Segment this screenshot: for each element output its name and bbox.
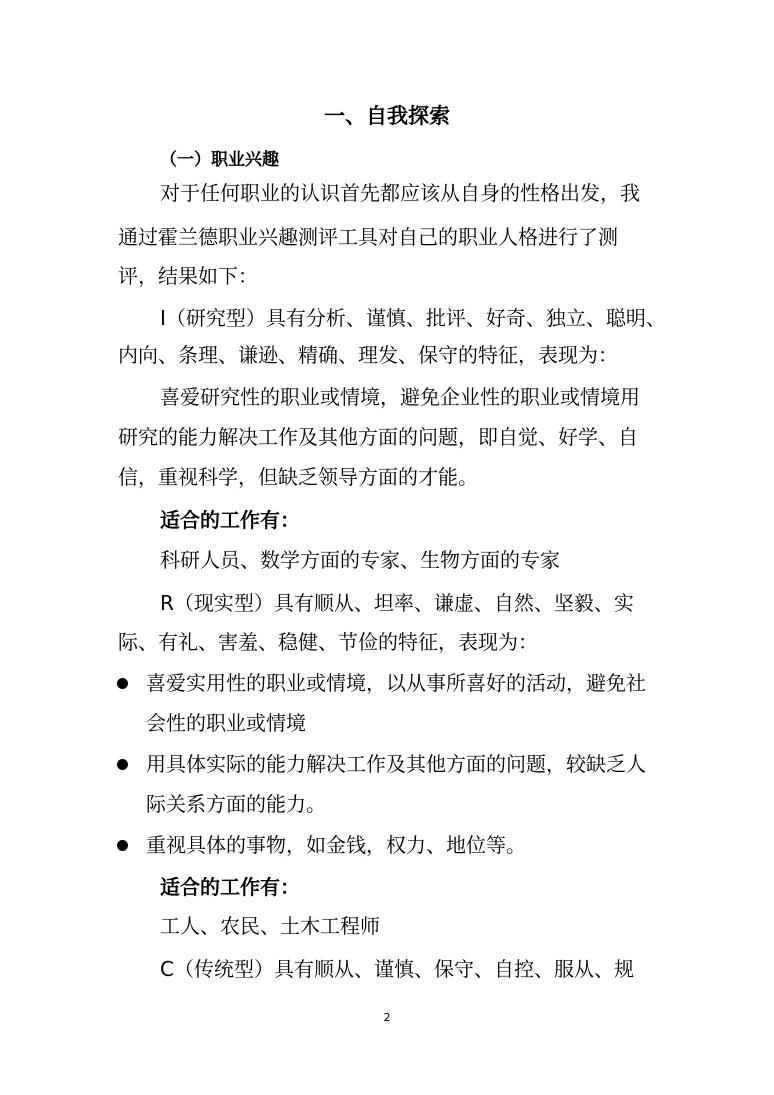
paragraph-line: 际、有礼、害羞、稳健、节俭的特征，表现为： <box>118 630 538 654</box>
jobs-label: 适合的工作有： <box>160 508 300 532</box>
paragraph-line: R（现实型）具有顺从、坦率、谦虚、自然、坚毅、实 <box>160 591 634 615</box>
page-number: 2 <box>383 1011 391 1024</box>
page-title: 一、自我探索 <box>324 104 450 128</box>
bullet-line: 用具体实际的能力解决工作及其他方面的问题，较缺乏人 <box>146 752 646 776</box>
jobs-label: 适合的工作有： <box>160 875 300 899</box>
paragraph-line: 信，重视科学，但缺乏领导方面的才能。 <box>118 465 478 489</box>
paragraph-line: 研究的能力解决工作及其他方面的问题，即自觉、好学、自 <box>118 425 638 449</box>
bullet-icon <box>117 759 128 770</box>
bullet-line: 喜爱实用性的职业或情境，以从事所喜好的活动，避免社 <box>146 671 646 695</box>
paragraph-line: 喜爱研究性的职业或情境，避免企业性的职业或情境用 <box>160 385 640 409</box>
paragraph-line: I（研究型）具有分析、谨慎、批评、好奇、独立、聪明、 <box>160 306 666 330</box>
jobs-list: 科研人员、数学方面的专家、生物方面的专家 <box>160 548 560 572</box>
paragraph-line: 通过霍兰德职业兴趣测评工具对自己的职业人格进行了测 <box>118 225 618 249</box>
jobs-list: 工人、农民、土木工程师 <box>160 914 380 938</box>
paragraph-line: 内向、条理、谦逊、精确、理发、保守的特征，表现为： <box>118 343 618 367</box>
paragraph-line: 评，结果如下： <box>118 264 258 288</box>
bullet-line: 重视具体的事物，如金钱，权力、地位等。 <box>146 833 526 857</box>
section-heading: （一）职业兴趣 <box>160 150 279 170</box>
bullet-line: 际关系方面的能力。 <box>146 792 326 816</box>
paragraph-line: 对于任何职业的认识首先都应该从自身的性格出发，我 <box>160 181 640 205</box>
bullet-icon <box>117 678 128 689</box>
bullet-line: 会性的职业或情境 <box>146 711 306 735</box>
paragraph-line: C（传统型）具有顺从、谨慎、保守、自控、服从、规 <box>160 957 634 981</box>
bullet-icon <box>117 840 128 851</box>
